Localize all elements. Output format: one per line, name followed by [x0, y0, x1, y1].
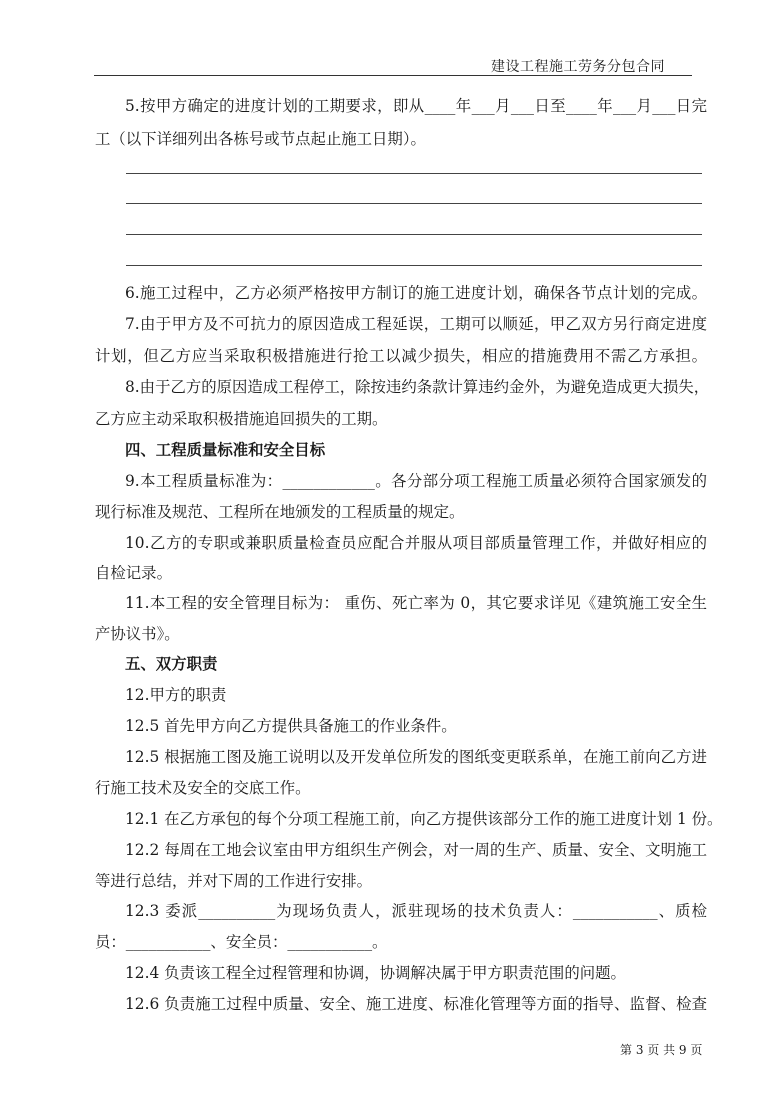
blank-line [126, 203, 702, 204]
text-line: 11.本工程的安全管理目标为： 重伤、死亡率为 0，其它要求详见《建筑施工安全生 [125, 594, 707, 612]
text-line: 12.1 在乙方承包的每个分项工程施工前，向乙方提供该部分工作的施工进度计划 1 份。 [125, 810, 723, 828]
text-line: 12.3 委派__________为现场负责人，派驻现场的技术负责人：___________、质检 [125, 902, 707, 920]
text-line: 12.4 负责该工程全过程管理和协调，协调解决属于甲方职责范围的问题。 [125, 964, 626, 982]
text-line: 12.6 负责施工过程中质量、安全、施工进度、标准化管理等方面的指导、监督、检查 [125, 995, 707, 1013]
header-rule [94, 75, 692, 76]
text-line: 8.由于乙方的原因造成工程停工，除按违约条款计算违约金外，为避免造成更大损失， [125, 378, 710, 396]
text-line: 9.本工程质量标准为：____________。各分部分项工程施工质量必须符合国家颁发的 [125, 472, 707, 490]
text-line: 7.由于甲方及不可抗力的原因造成工程延误，工期可以顺延，甲乙双方另行商定进度 [125, 315, 707, 333]
blank-line [126, 234, 702, 235]
text-line: 产协议书》。 [95, 625, 180, 643]
text-line: 10.乙方的专职或兼职质量检查员应配合并服从项目部质量管理工作，并做好相应的 [125, 534, 707, 552]
text-line: 员：___________、安全员：___________。 [95, 933, 388, 951]
section-heading: 四、工程质量标准和安全目标 [125, 441, 326, 459]
blank-line [126, 173, 702, 174]
text-line: 工（以下详细列出各栋号或节点起止施工日期）。 [95, 130, 426, 148]
text-line: 现行标准及规范、工程所在地颁发的工程质量的规定。 [95, 503, 465, 521]
text-line: 12.甲方的职责 [125, 686, 227, 704]
text-line: 等进行总结，并对下周的工作进行安排。 [95, 872, 373, 890]
text-line: 5.按甲方确定的进度计划的工期要求，即从____年___月___日至____年___月___日完 [125, 97, 707, 115]
text-line: 6.施工过程中，乙方必须严格按甲方制订的施工进度计划，确保各节点计划的完成。 [125, 284, 707, 302]
blank-line [126, 265, 702, 266]
header-title: 建设工程施工劳务分包合同 [491, 59, 665, 75]
text-line: 计划，但乙方应当采取积极措施进行抢工以减少损失，相应的措施费用不需乙方承担。 [95, 347, 707, 365]
text-line: 12.5 根据施工图及施工说明以及开发单位所发的图纸变更联系单，在施工前向乙方进 [125, 748, 707, 766]
text-line: 12.5 首先甲方向乙方提供具备施工的作业条件。 [125, 717, 457, 735]
text-line: 12.2 每周在工地会议室由甲方组织生产例会，对一周的生产、质量、安全、文明施工 [125, 841, 707, 859]
text-line: 自检记录。 [95, 564, 172, 582]
text-line: 行施工技术及安全的交底工作。 [95, 779, 311, 797]
page-number: 第 3 页 共 9 页 [620, 1043, 703, 1057]
section-heading: 五、双方职责 [125, 655, 218, 673]
text-line: 乙方应主动采取积极措施追回损失的工期。 [95, 410, 388, 428]
